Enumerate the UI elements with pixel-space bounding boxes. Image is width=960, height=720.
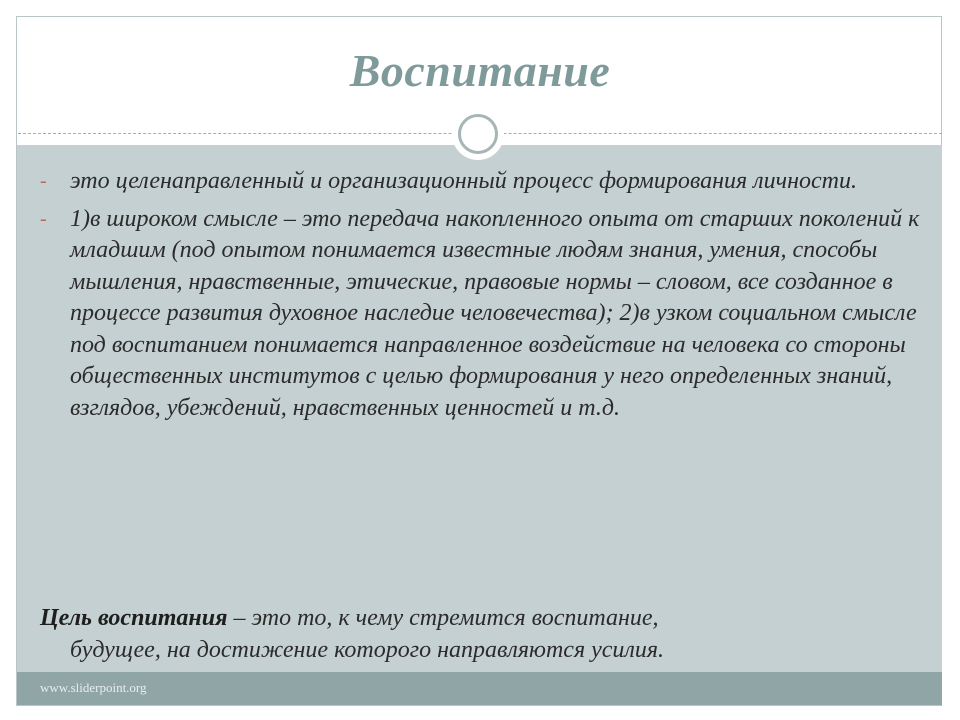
footer-url: www.sliderpoint.org	[40, 680, 147, 695]
footer-bar	[17, 672, 942, 705]
goal-paragraph	[40, 602, 910, 666]
goal-text-line1: – это то, к чему стремится воспитание,	[227, 605, 659, 631]
bullet-text-meanings: 1)в широком смысле – это передача накопленного опыта от старших поколений к младшим (под опытом понимается известные людям знания, умения, способы мышления, нравственные, этические, правовые нормы – словом, все созданное в процессе развития духовное наследие человечества); 2)в узком социальном смысле под воспитанием понимается направленное воздействие на человека со стороны общественных институтов с целью формирования у него определенных знаний, взглядов, убеждений, нравственных ценностей и т.д.	[70, 205, 920, 421]
bullet-marker: -	[40, 170, 47, 192]
slide-title: Воспитание	[349, 45, 611, 96]
goal-text-line2: будущее, на достижение которого направляются усилия.	[70, 637, 665, 663]
circle-ornament-inner	[458, 114, 498, 154]
bullet-list	[40, 166, 930, 430]
list-item	[40, 166, 930, 198]
circle-ornament-icon	[452, 108, 504, 160]
list-item	[40, 204, 930, 425]
bullet-marker: -	[40, 207, 47, 230]
goal-term: Цель воспитания	[40, 605, 228, 631]
bullet-text-definition: это целенаправленный и организационный процесс формирования личности.	[70, 168, 857, 194]
